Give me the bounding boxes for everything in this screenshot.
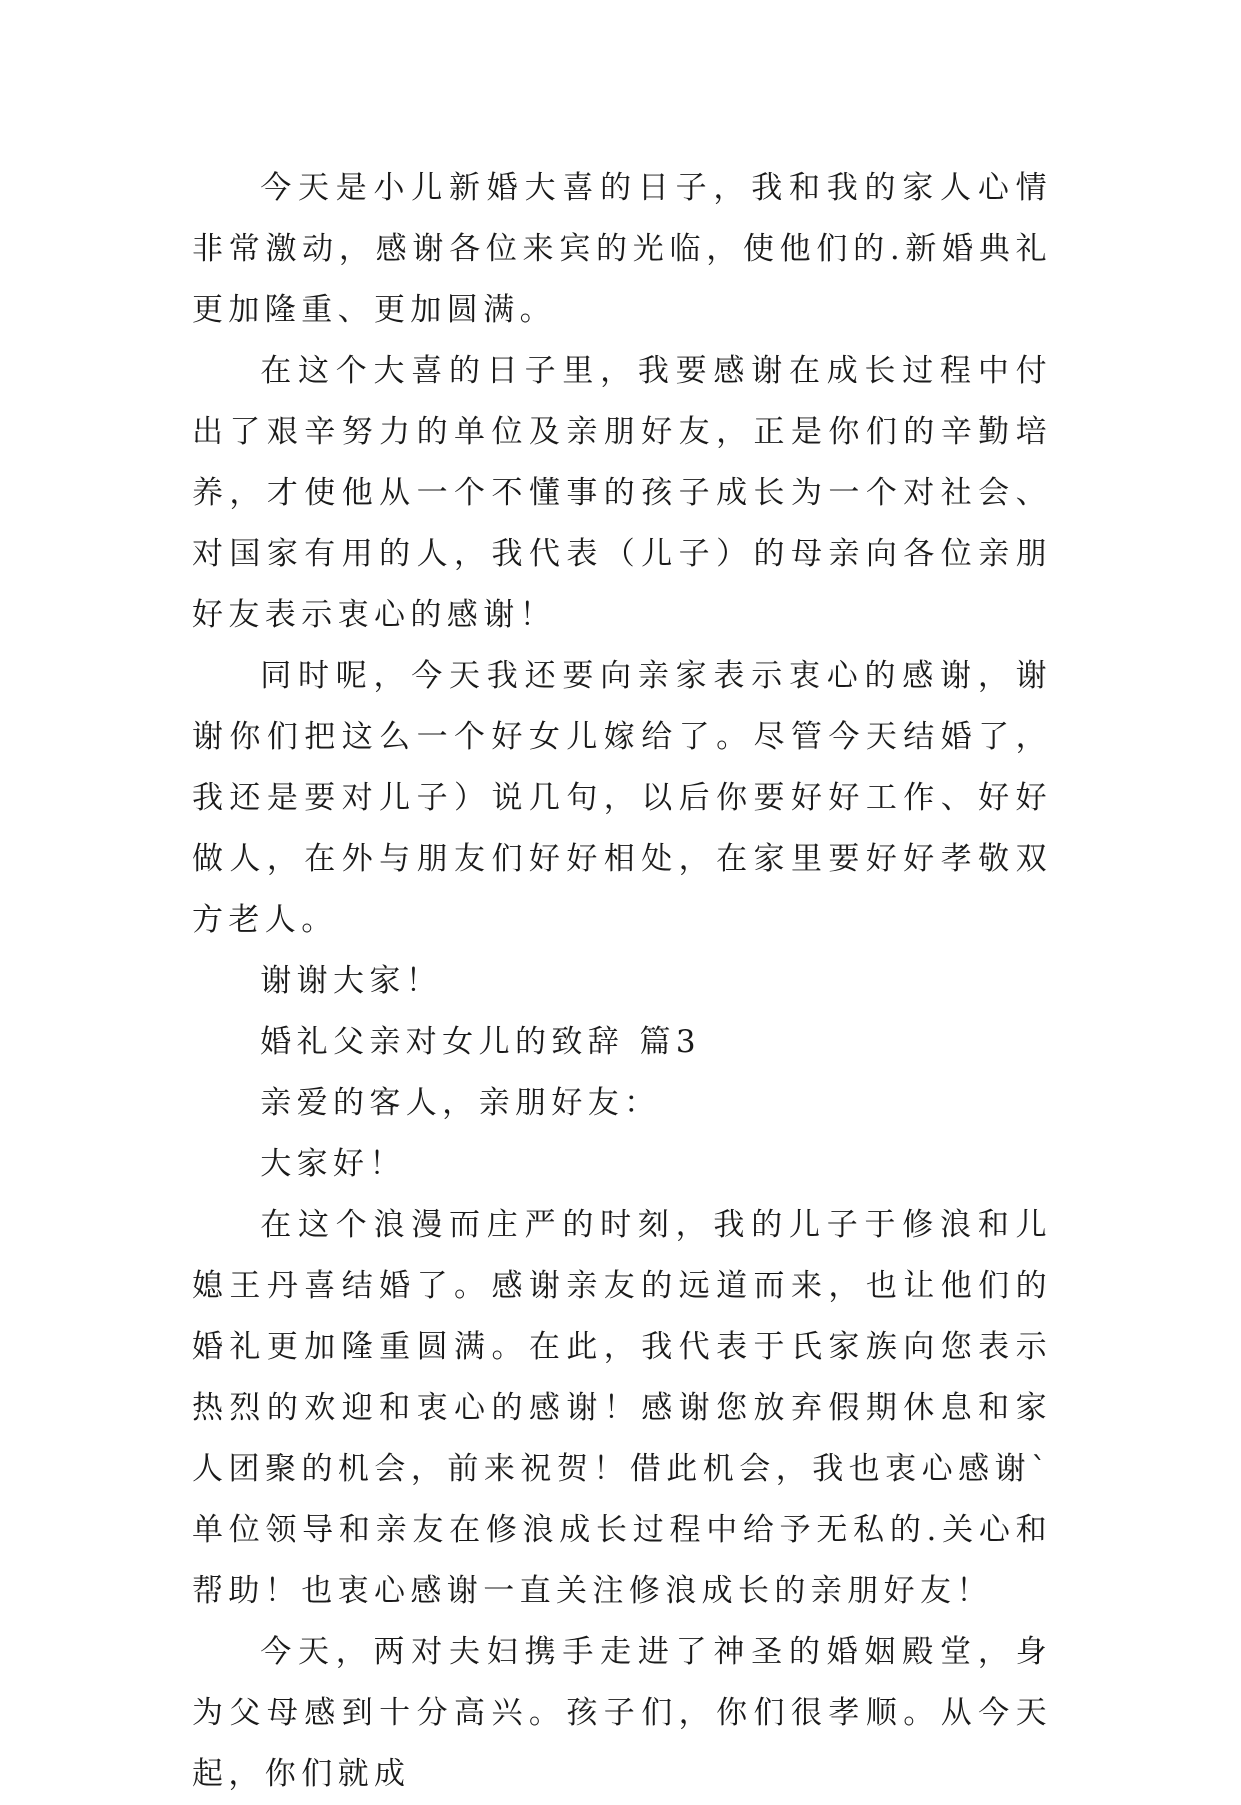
paragraph-thanks-to-in-laws: 同时呢，今天我还要向亲家表示衷心的感谢，谢谢你们把这么一个好女儿嫁给了。尽管今天结婚了，我还是要对儿子）说几句，以后你要好好工作、好好做人，在外与朋友们好好相处，在家里要好好孝敬双方老人。	[192, 658, 1052, 938]
document-page	[192, 158, 1052, 1805]
paragraph-children-advice: 今天，两对夫妇携手走进了神圣的婚姻殿堂，身为父母感到十分高兴。孩子们，你们很孝顺。从今天起，你们就成	[192, 1634, 1052, 1792]
greeting: 大家好！	[260, 1146, 406, 1182]
section-heading: 婚礼父亲对女儿的致辞 篇3	[260, 1024, 701, 1060]
paragraph-thank-you-all: 谢谢大家！	[260, 963, 443, 999]
paragraph-opening-thanks: 今天是小儿新婚大喜的日子，我和我的家人心情非常激动，感谢各位来宾的光临，使他们的.新婚典礼更加隆重、更加圆满。	[192, 170, 1052, 328]
salutation: 亲爱的客人，亲朋好友：	[260, 1085, 661, 1121]
paragraph-thanks-to-friends: 在这个大喜的日子里，我要感谢在成长过程中付出了艰辛努力的单位及亲朋好友，正是你们的辛勤培养，才使他从一个不懂事的孩子成长为一个对社会、对国家有用的人，我代表（儿子）的母亲向各位亲朋好友表示衷心的感谢！	[192, 353, 1052, 633]
paragraph-wedding-welcome: 在这个浪漫而庄严的时刻，我的儿子于修浪和儿媳王丹喜结婚了。感谢亲友的远道而来，也让他们的婚礼更加隆重圆满。在此，我代表于氏家族向您表示热烈的欢迎和衷心的感谢！感谢您放弃假期休息和家人团聚的机会，前来祝贺！借此机会，我也衷心感谢`单位领导和亲友在修浪成长过程中给予无私的.关心和帮助！也衷心感谢一直关注修浪成长的亲朋好友！	[192, 1207, 1052, 1609]
